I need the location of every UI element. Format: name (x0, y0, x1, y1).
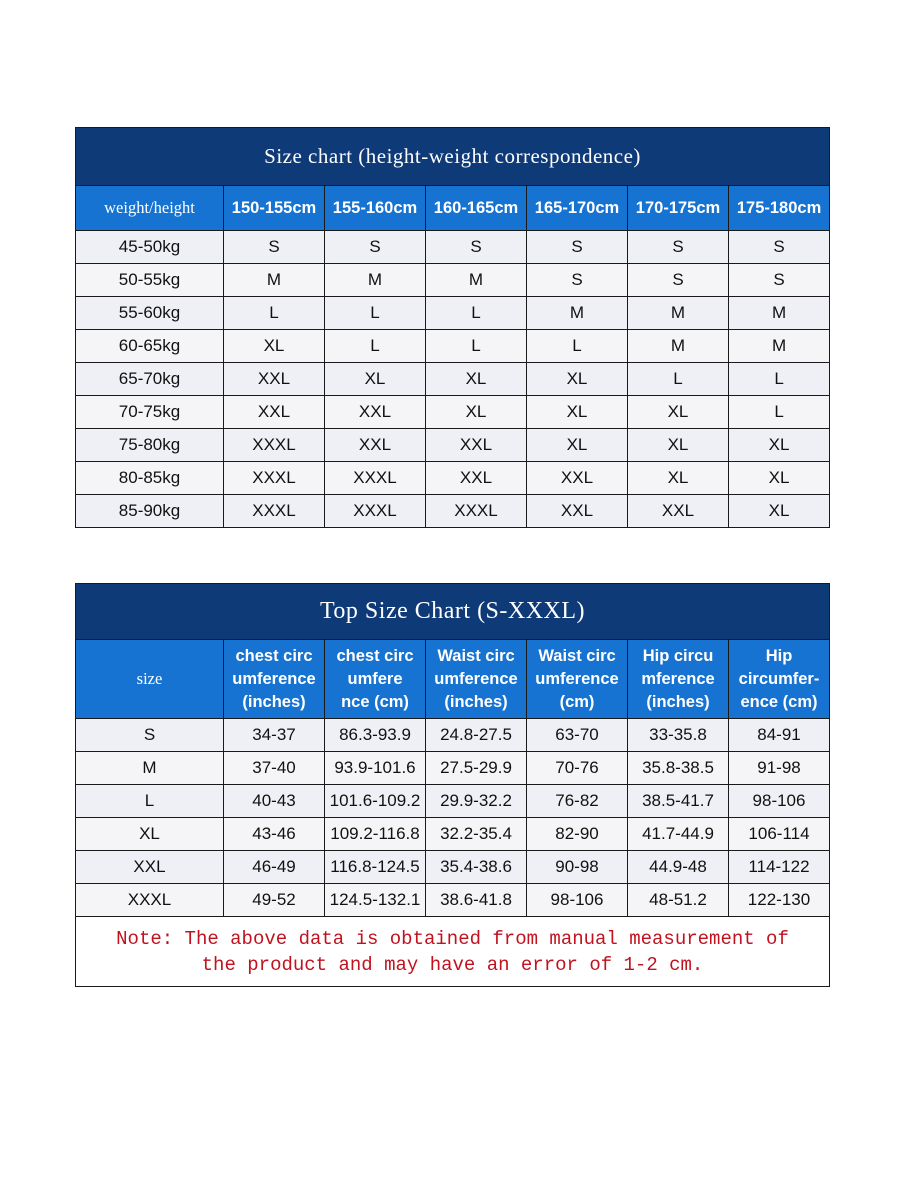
measurement-cell: 38.5-41.7 (628, 785, 729, 818)
header-line: Waist circ (538, 646, 616, 665)
size-label: XXL (76, 851, 224, 884)
table-row (76, 330, 830, 363)
size-cell: L (729, 363, 830, 396)
header-line: mference (641, 669, 715, 688)
header-line: chest circ (235, 646, 313, 665)
measurement-column-header (628, 640, 729, 719)
measurement-cell: 82-90 (527, 818, 628, 851)
measurement-cell: 63-70 (527, 719, 628, 752)
table-row (76, 297, 830, 330)
measurement-cell: 27.5-29.9 (426, 752, 527, 785)
size-label: M (76, 752, 224, 785)
table-row (76, 396, 830, 429)
top-size-chart-table (75, 583, 830, 987)
header-line: chest circ (336, 646, 414, 665)
size-cell: XL (426, 363, 527, 396)
measurement-cell: 34-37 (224, 719, 325, 752)
header-line: Waist circ (437, 646, 515, 665)
size-cell: S (628, 264, 729, 297)
size-cell: L (426, 330, 527, 363)
header-line: (cm) (559, 692, 595, 711)
measurement-note (76, 917, 830, 987)
size-cell: L (426, 297, 527, 330)
size-cell: XL (628, 396, 729, 429)
table-row (76, 752, 830, 785)
size-cell: M (729, 297, 830, 330)
size-cell: M (729, 330, 830, 363)
weight-range-label: 45-50kg (76, 231, 224, 264)
size-cell: XXXL (224, 462, 325, 495)
table-row (76, 231, 830, 264)
table-row (76, 851, 830, 884)
measurement-cell: 29.9-32.2 (426, 785, 527, 818)
weight-range-label: 55-60kg (76, 297, 224, 330)
height-column-header: 165-170cm (527, 186, 628, 231)
header-line: circumfer- (738, 669, 820, 688)
size-cell: S (426, 231, 527, 264)
size-cell: M (527, 297, 628, 330)
weight-range-label: 85-90kg (76, 495, 224, 528)
header-line: (inches) (242, 692, 306, 711)
size-cell: XL (729, 495, 830, 528)
measurement-cell: 90-98 (527, 851, 628, 884)
measurement-cell: 93.9-101.6 (325, 752, 426, 785)
size-cell: XL (628, 429, 729, 462)
size-cell: XL (628, 462, 729, 495)
size-cell: XXXL (325, 495, 426, 528)
measurement-column-header (224, 640, 325, 719)
height-column-header: 170-175cm (628, 186, 729, 231)
measurement-cell: 116.8-124.5 (325, 851, 426, 884)
measurement-cell: 46-49 (224, 851, 325, 884)
table-row (76, 719, 830, 752)
header-line: (inches) (444, 692, 508, 711)
size-cell: M (325, 264, 426, 297)
header-line: nce (cm) (341, 692, 409, 711)
header-line: Hip (765, 646, 793, 665)
size-cell: XL (224, 330, 325, 363)
measurement-cell: 48-51.2 (628, 884, 729, 917)
measurement-cell: 32.2-35.4 (426, 818, 527, 851)
size-cell: XXL (426, 462, 527, 495)
measurement-column-header (426, 640, 527, 719)
size-cell: L (527, 330, 628, 363)
header-line: (inches) (646, 692, 710, 711)
measurement-cell: 33-35.8 (628, 719, 729, 752)
size-cell: XL (426, 396, 527, 429)
measurement-cell: 43-46 (224, 818, 325, 851)
weight-range-label: 60-65kg (76, 330, 224, 363)
weight-range-label: 70-75kg (76, 396, 224, 429)
measurement-cell: 35.8-38.5 (628, 752, 729, 785)
corner-label-size: size (76, 640, 224, 719)
measurement-cell: 109.2-116.8 (325, 818, 426, 851)
header-line: umference (232, 669, 316, 688)
size-cell: XXL (527, 462, 628, 495)
header-line: Hip circu (642, 646, 714, 665)
measurement-column-header (325, 640, 426, 719)
measurement-column-header (729, 640, 830, 719)
measurement-cell: 101.6-109.2 (325, 785, 426, 818)
note-line-2: the product and may have an error of 1-2 cm. (201, 953, 704, 976)
size-cell: XXL (527, 495, 628, 528)
measurement-cell: 98-106 (527, 884, 628, 917)
size-cell: XL (527, 363, 628, 396)
size-cell: L (224, 297, 325, 330)
measurement-cell: 91-98 (729, 752, 830, 785)
table-row (76, 785, 830, 818)
table-row (76, 884, 830, 917)
size-cell: XXXL (325, 462, 426, 495)
size-cell: L (325, 297, 426, 330)
table-row (76, 363, 830, 396)
top-size-chart-title: Top Size Chart (S-XXXL) (76, 584, 830, 640)
note-line-1: Note: The above data is obtained from manual measurement of (116, 927, 789, 950)
size-cell: S (729, 231, 830, 264)
header-line: umference (535, 669, 619, 688)
header-line: ence (cm) (740, 692, 818, 711)
table-row (76, 818, 830, 851)
size-cell: XXXL (426, 495, 527, 528)
height-column-header: 150-155cm (224, 186, 325, 231)
size-cell: L (325, 330, 426, 363)
size-cell: XXL (628, 495, 729, 528)
size-cell: L (729, 396, 830, 429)
weight-range-label: 80-85kg (76, 462, 224, 495)
size-label: XL (76, 818, 224, 851)
size-cell: XXL (325, 429, 426, 462)
measurement-cell: 37-40 (224, 752, 325, 785)
size-cell: L (628, 363, 729, 396)
measurement-cell: 76-82 (527, 785, 628, 818)
size-cell: M (224, 264, 325, 297)
weight-range-label: 75-80kg (76, 429, 224, 462)
weight-range-label: 65-70kg (76, 363, 224, 396)
size-label: S (76, 719, 224, 752)
size-cell: XXXL (224, 429, 325, 462)
measurement-cell: 84-91 (729, 719, 830, 752)
measurement-cell: 114-122 (729, 851, 830, 884)
header-line: umfere (347, 669, 403, 688)
measurement-cell: 124.5-132.1 (325, 884, 426, 917)
size-cell: S (628, 231, 729, 264)
size-cell: S (527, 264, 628, 297)
measurement-cell: 41.7-44.9 (628, 818, 729, 851)
size-cell: XL (729, 462, 830, 495)
header-line: umference (434, 669, 518, 688)
weight-range-label: 50-55kg (76, 264, 224, 297)
size-cell: S (729, 264, 830, 297)
size-label: XXXL (76, 884, 224, 917)
measurement-cell: 70-76 (527, 752, 628, 785)
measurement-cell: 98-106 (729, 785, 830, 818)
table-row (76, 462, 830, 495)
size-cell: XXL (224, 396, 325, 429)
size-cell: S (224, 231, 325, 264)
measurement-cell: 122-130 (729, 884, 830, 917)
table-row (76, 495, 830, 528)
height-column-header: 175-180cm (729, 186, 830, 231)
measurement-cell: 86.3-93.9 (325, 719, 426, 752)
measurement-cell: 49-52 (224, 884, 325, 917)
size-cell: XL (325, 363, 426, 396)
size-cell: M (628, 330, 729, 363)
size-cell: XXL (325, 396, 426, 429)
size-cell: XL (527, 429, 628, 462)
corner-label-weight-height: weight/height (76, 186, 224, 231)
measurement-column-header (527, 640, 628, 719)
size-cell: XXL (426, 429, 527, 462)
size-cell: S (325, 231, 426, 264)
size-cell: XL (527, 396, 628, 429)
size-cell: XXL (224, 363, 325, 396)
size-cell: XL (729, 429, 830, 462)
measurement-cell: 38.6-41.8 (426, 884, 527, 917)
size-cell: M (628, 297, 729, 330)
height-weight-size-table (75, 127, 830, 528)
table-row (76, 264, 830, 297)
table-row (76, 429, 830, 462)
measurement-cell: 35.4-38.6 (426, 851, 527, 884)
size-cell: M (426, 264, 527, 297)
size-cell: XXXL (224, 495, 325, 528)
height-column-header: 160-165cm (426, 186, 527, 231)
size-cell: S (527, 231, 628, 264)
measurement-cell: 44.9-48 (628, 851, 729, 884)
height-column-header: 155-160cm (325, 186, 426, 231)
size-label: L (76, 785, 224, 818)
measurement-cell: 24.8-27.5 (426, 719, 527, 752)
height-weight-chart-title: Size chart (height-weight correspondence) (76, 128, 830, 186)
measurement-cell: 106-114 (729, 818, 830, 851)
measurement-cell: 40-43 (224, 785, 325, 818)
